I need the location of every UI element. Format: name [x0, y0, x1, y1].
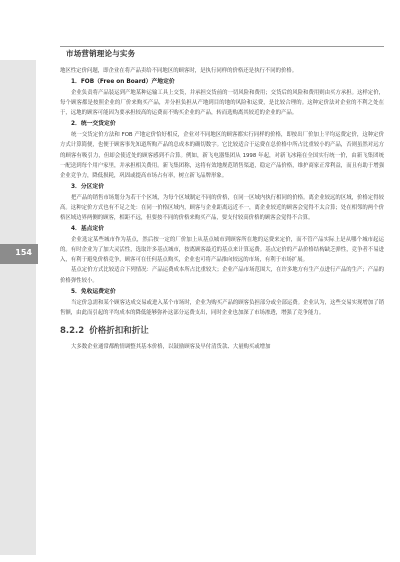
page-number: 154	[15, 248, 32, 257]
paragraph-uniform-delivered: 统一交货定价方法和 FOB 产地定价恰好相反，企业对不同地区的顾客都实行同样的价格，即按出厂价加上平均运费定价，这种定价方式计算简便，也便于顾客事先知道所购产品的总成本的确切数字。它比较适合于运费在总价格中所占比重较小的产品，否则虽然对远方的顾客有吸引力，但却会使近处的顾客感到不合算。例如，新飞电器集团从 1998 年起，对新飞冰箱在全国实行统一价，由新飞集团统一配送到每个用户家里，并承担相关费用。新飞集团称，这将有效地规范销售渠道，稳定产品价格，维护商家正常利益，而且有助于增强企业竞争力，降低损耗，巩固或提高市场占有率，树立新飞品牌形象。	[60, 132, 384, 179]
subheading-zone-pricing: 3．分区定价	[71, 183, 105, 190]
page-number-tab	[0, 244, 38, 264]
paragraph-zone-pricing: 把产品的销售市场划分为若干个区域，为每个区域制定不同的价格，在同一区域内执行相同的价格。离企业较远的区域，价格定得较高。这种定价方式也有不足之处：在同一价格区域内，顾客与企业距离远近不一，离企业较近的顾客会觉得不太合算；处在相邻的两个价格区域边界两侧的顾客，相距不远，但要按不同的价格来购买产品，要支付较高价格的顾客会觉得不合算。	[60, 194, 384, 222]
intro-paragraph: 地区性定价问题，即企业在将产品卖给不同地区的顾客时，是执行同样的价格还是执行不同的价格。	[60, 68, 298, 74]
paragraph-fob: 企业负责将产品装运到产地某种运输工具上交货，并承担交货前的一切风险和费用；交货后的风险和费用则由买方承担。这样定价，每个顾客都是按照企业的厂价来购买产品，并分担负担从产地到目的地的风险和运费，是比较合理的。这种定价法对企业的不利之处在于，远地的顾客可能因为要承担较高的运费而不购买企业的产品，转而选购离其较近的企业的产品。	[60, 90, 384, 117]
paragraph-basing-point: 企业选定某些城市作为基点，然后按一定的厂价加上从基点城市到顾客所在地的运费来定价，而不管产品实际上是从哪个城市起运的。有时企业为了加大灵活性，选取许多基点城市，按离顾客最近的基点来计算运费。基点定价的产品价格结构缺乏弹性，竞争者不易进入，有利于避免价格竞争，顾客可在任何基点购买，企业也可将产品推向较远的市场，有利于市场扩展。	[60, 237, 384, 264]
paragraph-freight-absorption: 当定价急需和某个顾客达成交易或进入某个市场时，企业为购买产品的顾客负担部分或全部运费。企业认为，这些交易实现增加了销售额，由此而引起的平均成本的降低能够弥补这部分运费支出，同时企业也加深了市场渗透，增强了竞争能力。	[60, 299, 384, 316]
subheading-basing-point: 4．基点定价	[71, 226, 105, 233]
page-body	[60, 66, 384, 556]
section-number: 8.2.2	[60, 325, 85, 336]
side-margin-strip	[0, 60, 36, 555]
section-title: 价格折扣和折让	[89, 325, 149, 336]
subheading-freight-absorption: 5．免收运费定价	[71, 288, 116, 295]
running-header	[0, 0, 400, 56]
paragraph-basing-point-conditions: 基点定价方式比较适合下列情况：产品运费成本所占比重较大；企业产品市场范围大，在许多地方有生产点进行产品的生产；产品的价格弹性较小。	[60, 267, 384, 284]
subheading-fob: 1．FOB（Free on Board）产地定价	[71, 79, 175, 86]
section-heading	[60, 326, 384, 336]
book-title: 市场营销理论与实务	[66, 49, 136, 58]
closing-paragraph: 大多数企业通常都酌情调整其基本价格，以鼓励顾客及早付清货款、大量购买或增加	[71, 343, 271, 350]
subheading-uniform-delivered: 2．统一交货定价	[71, 121, 116, 128]
header-rule	[60, 46, 384, 47]
